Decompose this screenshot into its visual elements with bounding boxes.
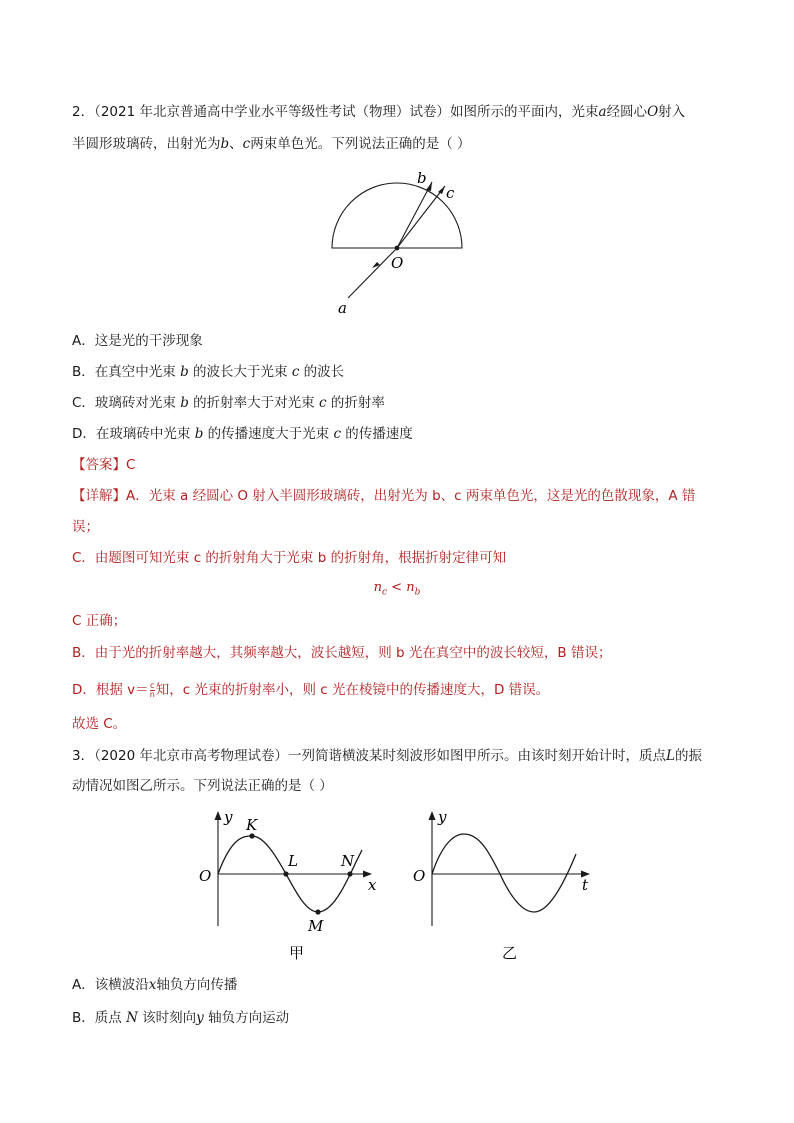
q2-detail-line6: D．根据 v＝ $\frac{c}{n}$ 知，c 光束的折射率小，则 c 光在棱镜中的传播速度大，D 错误。 (72, 680, 550, 699)
graph-jia (192, 808, 392, 968)
q2-stem-line1: 2．（2021 年北京普通高中学业水平等级性考试（物理）试卷）如图所示的平面内，光束a经圆心O射入 (72, 104, 686, 120)
yi-y-arrow (429, 811, 436, 820)
jia-label-x: x (368, 876, 377, 894)
jia-label-O: O (199, 867, 212, 885)
fraction-c-over-n: $\frac{c}{n}$ (149, 680, 155, 699)
yi-label-O: O (413, 867, 426, 885)
jia-label-N: N (341, 852, 355, 870)
semicircle-glass (332, 183, 462, 248)
q2-answer: 【答案】C (72, 457, 136, 473)
q2-detail-line1: 【详解】A．光束 a 经圆心 O 射入半圆形玻璃砖，出射光为 b、c 两束单色光，这是光的色散现象，A 错 (72, 488, 696, 504)
ray-a (348, 248, 397, 298)
yi-wave (432, 834, 576, 912)
label-c: c (446, 184, 455, 202)
label-O: O (391, 254, 404, 272)
jia-y-arrow (215, 811, 222, 820)
q2-detail-line3: C．由题图可知光束 c 的折射角大于光束 b 的折射角，根据折射定律可知 (72, 550, 507, 566)
q2-stem-line2: 半圆形玻璃砖，出射光为b、c两束单色光。下列说法正确的是（ ） (72, 136, 471, 152)
q3-stem-line1: 3．（2020 年北京市高考物理试卷）一列简谐横波某时刻波形如图甲所示。由该时刻开始计时，质点L的振 (72, 748, 702, 764)
q2-option-D: D．在玻璃砖中光束 b 的传播速度大于光束 c 的传播速度 (72, 426, 413, 442)
q2-detail-line4: C 正确； (72, 613, 127, 629)
q2-option-A: A．这是光的干涉现象 (72, 333, 203, 349)
q2-detail-line5: B．由于光的折射率越大，其频率越大，波长越短，则 b 光在真空中的波长较短，B 错误； (72, 645, 612, 661)
q2-option-B: B．在真空中光束 b 的波长大于光束 c 的波长 (72, 364, 345, 380)
yi-label-t: t (582, 876, 589, 894)
q2-conclusion: 故选 C。 (72, 716, 127, 732)
q2-figure (320, 168, 480, 318)
point-M (315, 909, 320, 914)
ray-b-arrow (426, 182, 432, 191)
q2-option-C: C．玻璃砖对光束 b 的折射率大于对光束 c 的折射率 (72, 395, 385, 411)
jia-label-K: K (246, 816, 258, 834)
yi-label-y: y (438, 808, 447, 826)
jia-caption: 甲 (289, 944, 305, 962)
point-L (283, 871, 288, 876)
q2-detail-line2: 误； (72, 519, 99, 535)
yi-caption: 乙 (502, 944, 518, 962)
q3-option-B: B．质点 N 该时刻向y 轴负方向运动 (72, 1010, 290, 1026)
q3-option-A: A．该横波沿x轴负方向传播 (72, 977, 238, 993)
point-N (347, 871, 352, 876)
jia-label-M: M (308, 917, 324, 935)
point-O (395, 246, 400, 251)
jia-label-y: y (224, 808, 233, 826)
jia-label-L: L (288, 852, 298, 870)
point-K (249, 833, 254, 838)
q2-formula: $n_c < n_b$ (373, 580, 421, 598)
q3-stem-line2: 动情况如图乙所示。下列说法正确的是（ ） (72, 778, 333, 794)
ray-c (397, 186, 445, 248)
ray-b (397, 182, 432, 248)
graph-yi (408, 808, 608, 968)
label-b: b (417, 169, 427, 187)
label-a: a (338, 299, 347, 317)
